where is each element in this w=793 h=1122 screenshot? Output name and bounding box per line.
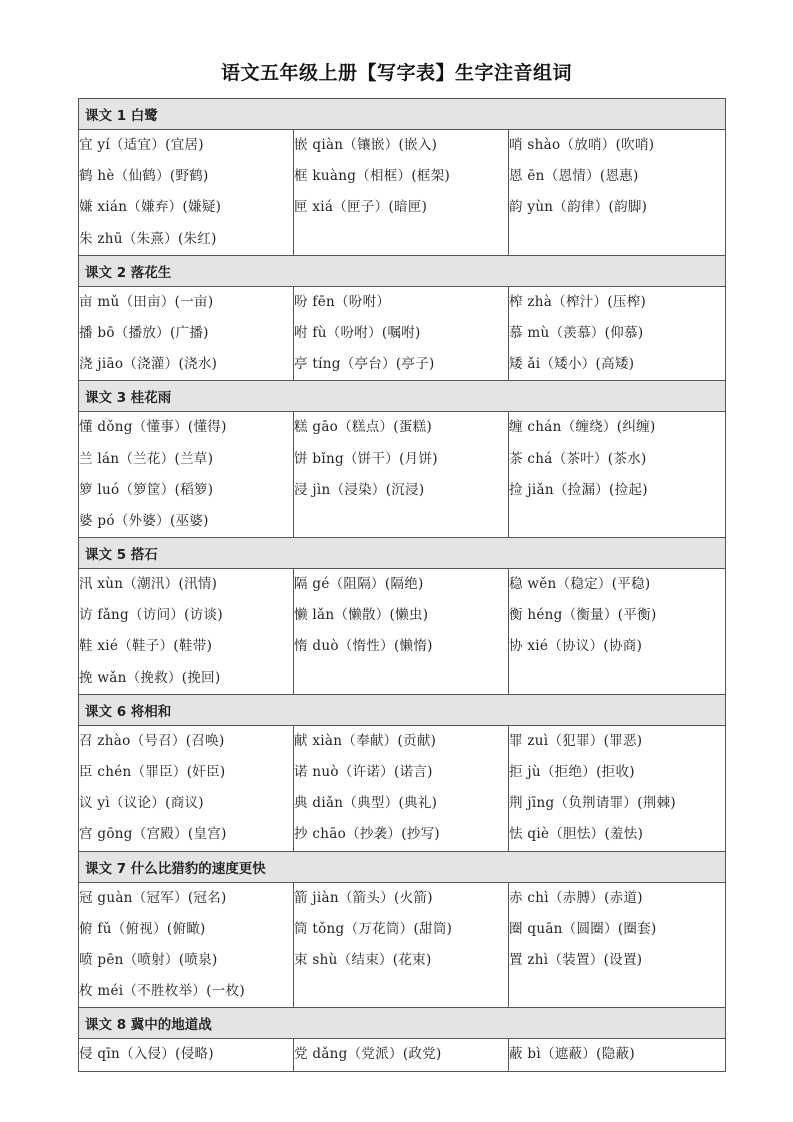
word-table [78, 98, 726, 1072]
lesson-words-row [79, 412, 726, 538]
lesson-header-row [79, 255, 726, 286]
lesson-title: 课文 3 桂花雨 [79, 381, 726, 412]
word-entry: 哨 shào（放哨）(吹哨) [509, 137, 655, 153]
word-entry: 宫 gōng（宫殿）(皇宫) [79, 826, 227, 843]
word-entry: 浇 jiāo（浇灌）(浇水) [79, 356, 218, 373]
word-entry: 俯 fǔ（俯视）(俯瞰) [79, 920, 206, 937]
word-column [79, 130, 294, 256]
word-column [79, 569, 294, 695]
word-column [509, 286, 726, 381]
word-entry: 咐 fù（吩咐）(嘱咐) [294, 324, 421, 341]
word-entry: 恩 ēn（恩情）(恩惠) [509, 168, 639, 185]
word-entry: 浸 jìn（浸染）(沉浸) [294, 481, 425, 498]
word-entry: 访 fǎng（访问）(访谈) [79, 607, 223, 624]
word-column [294, 286, 509, 381]
word-entry: 吩 fēn（吩咐） [294, 293, 391, 310]
word-entry: 鹤 hè（仙鹤）(野鹤) [79, 168, 209, 185]
word-entry: 矮 ǎi（矮小）(高矮) [509, 356, 635, 373]
word-entry: 饼 bǐng（饼干）(月饼) [294, 450, 438, 467]
lesson-words-row [79, 286, 726, 381]
word-entry: 惰 duò（惰性）(懒惰) [294, 638, 433, 655]
word-entry: 兰 lán（兰花）(兰草) [79, 450, 214, 467]
lesson-title: 课文 1 白鹭 [79, 99, 726, 130]
lesson-title: 课文 6 将相和 [79, 694, 726, 725]
word-entry: 圈 quān（圆圈）(圈套) [509, 920, 657, 937]
word-entry: 箩 luó（箩筐）(稻箩) [79, 481, 214, 498]
word-entry: 典 diǎn（典型）(典礼) [294, 795, 438, 812]
word-entry: 鞋 xié（鞋子）(鞋带) [79, 638, 213, 655]
word-entry: 枚 méi（不胜枚举）(一枚) [79, 983, 245, 1000]
word-entry: 拒 jù（拒绝）(拒收) [509, 764, 635, 780]
lesson-header-row [79, 851, 726, 882]
word-entry: 懒 lǎn（懒散）(懒虫) [294, 607, 429, 624]
word-entry: 懂 dǒng（懂事）(懂得) [79, 419, 227, 436]
word-column [294, 130, 509, 256]
lesson-words-row [79, 725, 726, 851]
word-entry: 汛 xùn（潮汛）(汛情) [79, 576, 218, 593]
word-entry: 诺 nuò（许诺）(诺言) [294, 764, 433, 780]
word-entry: 捡 jiǎn（捡漏）(捡起) [509, 481, 648, 498]
word-entry: 慕 mù（羡慕）(仰慕) [509, 324, 644, 341]
word-column [294, 725, 509, 851]
lesson-words-row [79, 882, 726, 1008]
word-column [294, 569, 509, 695]
lesson-header-row [79, 381, 726, 412]
lesson-words-row [79, 1039, 726, 1071]
lesson-title: 课文 2 落花生 [79, 255, 726, 286]
word-entry: 冠 guàn（冠军）(冠名) [79, 889, 227, 906]
word-entry: 韵 yùn（韵律）(韵脚) [509, 199, 648, 216]
word-entry: 置 zhì（装置）(设置) [509, 951, 643, 968]
word-column [509, 412, 726, 538]
word-entry: 喷 pēn（喷射）(喷泉) [79, 951, 218, 968]
word-entry: 束 shù（结束）(花束) [294, 951, 432, 968]
word-entry: 稳 wěn（稳定）(平稳) [509, 576, 651, 593]
lesson-header-row [79, 1008, 726, 1039]
word-entry: 嫌 xián（嫌弃）(嫌疑) [79, 199, 222, 216]
word-entry: 党 dǎng（党派）(政党) [294, 1046, 442, 1063]
lesson-title: 课文 7 什么比猎豹的速度更快 [79, 851, 726, 882]
word-entry: 臣 chén（罪臣）(奸臣) [79, 764, 226, 780]
word-entry: 献 xiàn（奉献）(贡献) [294, 732, 437, 749]
lesson-title: 课文 8 冀中的地道战 [79, 1008, 726, 1039]
word-column [79, 412, 294, 538]
word-entry: 嵌 qiàn（镶嵌）(嵌入) [294, 137, 438, 153]
word-column [294, 1039, 509, 1071]
word-entry: 亭 tíng（亭台）(亭子) [294, 356, 435, 373]
page-title: 语文五年级上册【写字表】生字注音组词 [220, 62, 572, 84]
word-column [294, 412, 509, 538]
word-column [509, 130, 726, 256]
word-column [509, 725, 726, 851]
word-entry: 箭 jiàn（箭头）(火箭) [294, 889, 433, 906]
word-column [509, 882, 726, 1008]
word-entry: 蔽 bì（遮蔽）(隐蔽) [509, 1046, 635, 1063]
word-entry: 亩 mǔ（田亩）(一亩) [79, 293, 214, 310]
word-entry: 抄 chāo（抄袭）(抄写) [294, 826, 440, 843]
lesson-words-row [79, 569, 726, 695]
word-entry: 榨 zhà（榨汁）(压榨) [509, 293, 647, 310]
word-column [509, 569, 726, 695]
word-entry: 糕 gāo（糕点）(蛋糕) [294, 419, 433, 436]
word-entry: 框 kuàng（相框）(框架) [294, 168, 451, 185]
word-entry: 协 xié（协议）(协商) [509, 638, 643, 655]
word-entry: 缠 chán（缠绕）(纠缠) [509, 419, 656, 436]
lesson-title: 课文 5 搭石 [79, 538, 726, 569]
word-column [79, 725, 294, 851]
word-entry: 播 bō（播放）(广播) [79, 324, 209, 341]
word-entry: 匣 xiá（匣子）(暗匣) [294, 199, 428, 216]
lesson-words-row [79, 130, 726, 256]
word-entry: 议 yì（议论）(商议) [79, 795, 204, 812]
word-entry: 茶 chá（茶叶）(茶水) [509, 450, 647, 467]
word-entry: 婆 pó（外婆）(巫婆) [79, 512, 209, 529]
word-column [509, 1039, 726, 1071]
word-entry: 挽 wǎn（挽救）(挽回) [79, 669, 221, 686]
lesson-header-row [79, 694, 726, 725]
word-entry: 衡 héng（衡量）(平衡) [509, 607, 657, 624]
word-column [79, 1039, 294, 1071]
word-entry: 赤 chì（赤膊）(赤道) [509, 889, 643, 906]
word-entry: 荆 jīng（负荆请罪）(荆棘) [509, 795, 676, 812]
word-entry: 召 zhào（号召）(召唤) [79, 732, 225, 749]
word-entry: 隔 gé（阻隔）(隔绝) [294, 576, 424, 593]
word-column [294, 882, 509, 1008]
word-entry: 宜 yí（适宜）(宜居) [79, 137, 204, 153]
lesson-header-row [79, 99, 726, 130]
word-column [79, 286, 294, 381]
word-entry: 罪 zuì（犯罪）(罪恶) [509, 732, 643, 749]
lesson-header-row [79, 538, 726, 569]
word-entry: 怯 qiè（胆怯）(羞怯) [509, 826, 644, 843]
word-entry: 筒 tǒng（万花筒）(甜筒) [294, 920, 453, 937]
word-entry: 侵 qīn（入侵）(侵略) [79, 1046, 214, 1063]
word-entry: 朱 zhū（朱熹）(朱红) [79, 230, 217, 247]
word-column [79, 882, 294, 1008]
